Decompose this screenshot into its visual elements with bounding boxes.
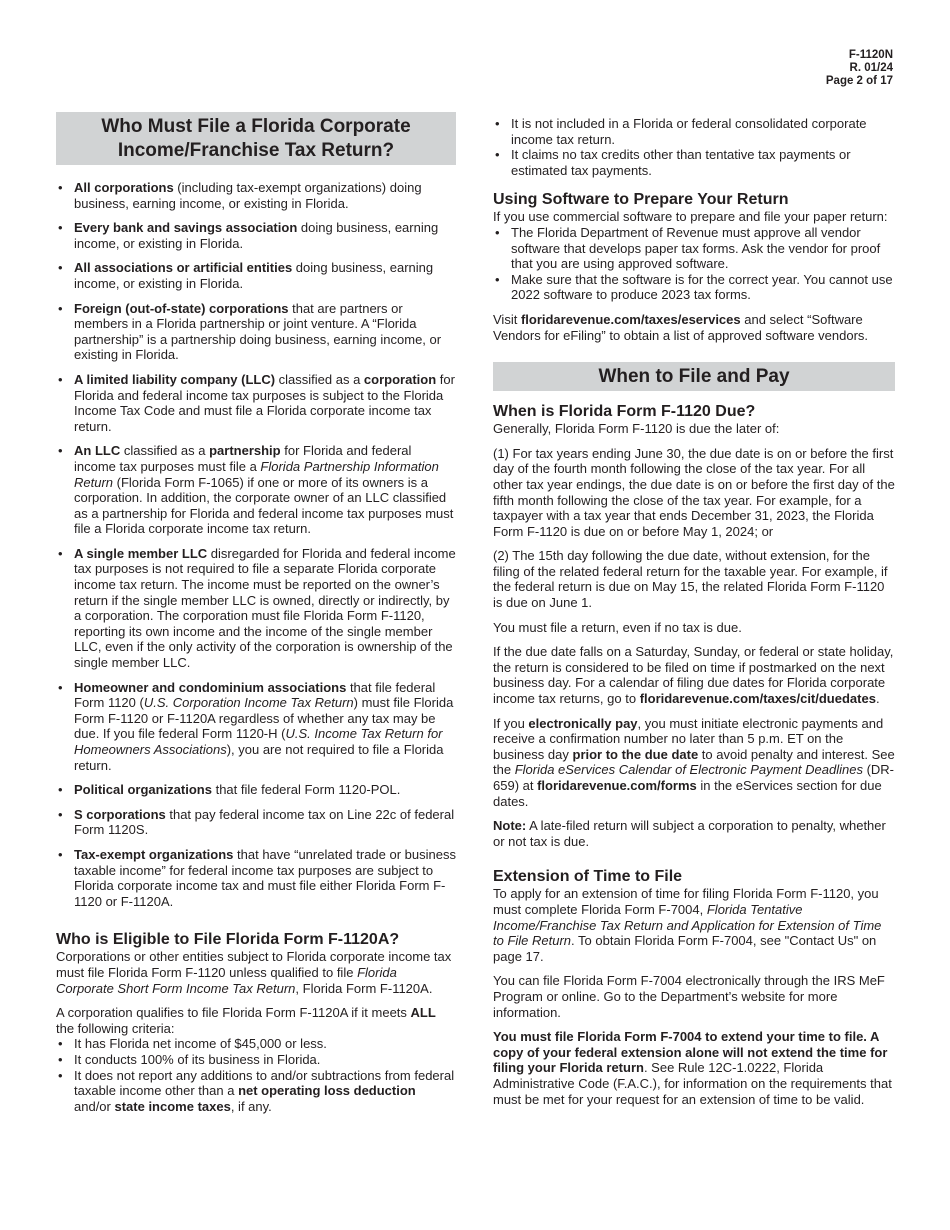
item-lead: An LLC: [74, 443, 121, 459]
item-lead: Homeowner and condominium associations: [74, 679, 347, 695]
paragraph-text: Visit: [493, 311, 521, 327]
page-header-meta: [826, 49, 893, 88]
right-column: [493, 116, 895, 1116]
form-title: U.S. Income Tax Return for Homeowners Associations: [74, 726, 443, 757]
paragraph-text: . To obtain Florida Form F-7004, see "Contact Us" on page 17.: [493, 933, 877, 964]
list-item: • The Florida Department of Revenue must approve all vendor software that develops paper tax forms. Ask the vendor for proof that you are using approved software.: [493, 225, 895, 272]
list-item: • It has Florida net income of $45,000 or less.: [56, 1036, 456, 1052]
extension-paragraph-1: [493, 886, 895, 964]
banner-title-line2: Income/Franchise Tax Return?: [117, 140, 395, 161]
emphasis: prior to the due date: [572, 746, 699, 762]
item-text: classified as a: [275, 371, 364, 387]
paragraph-text: . See Rule 12C-1.0222, Florida Administrative Code (F.A.C.), for information on the requirements that must be met for your request for an extension of time to be valid.: [493, 1060, 892, 1107]
item-lead: All associations or artificial entities: [74, 260, 293, 276]
page-number: Page 2 of 17: [825, 75, 893, 87]
form-revision: R. 01/24: [849, 62, 893, 74]
software-intro: If you use commercial software to prepare and file your paper return:: [493, 209, 888, 225]
list-item: [56, 443, 456, 537]
form-title: Florida eServices Calendar of Electronic Payment Deadlines: [514, 762, 863, 778]
due-date-heading: When is Florida Form F-1120 Due?: [493, 403, 756, 421]
list-item: [56, 807, 456, 838]
criteria-intro: [56, 1005, 456, 1036]
item-emphasis: state income taxes: [114, 1098, 231, 1114]
paragraph-text: , you must initiate electronic payments and receive a confirmation number no later than 5 p.m. ET on the business day: [493, 715, 884, 762]
paragraph-text: , Florida Form F-1120A.: [295, 980, 433, 996]
list-item: [56, 372, 456, 434]
paragraph-text: to avoid penalty and interest. See the: [493, 746, 895, 778]
who-must-file-list: [56, 180, 456, 909]
paragraph-text: To apply for an extension of time for filing Florida Form F-1120, you must complete Florida Form F-7004,: [493, 886, 879, 917]
item-lead: All corporations: [74, 180, 174, 195]
list-item: [56, 1068, 456, 1115]
banner-title-line1: Who Must File a Florida Corporate: [101, 116, 411, 137]
software-list: [493, 225, 895, 303]
list-item: • It is not included in a Florida or federal consolidated corporate income tax return.: [493, 116, 895, 147]
extension-heading: Extension of Time to File: [493, 868, 683, 886]
item-text: (including tax-exempt organizations) doing business, earning income, or existing in Florida.: [74, 180, 422, 211]
paragraph-text: in the eServices section for due dates.: [493, 778, 882, 809]
holiday-rule: [493, 644, 895, 706]
item-text: ) must file Florida Form F-1120 or F-1120A regardless of whether any tax may be due. If you file federal Form 1120-H (: [74, 695, 454, 742]
item-text: , if any.: [230, 1098, 272, 1114]
item-lead: Every bank and savings association: [74, 220, 298, 236]
list-item: [56, 180, 456, 211]
form-id: F-1120N: [848, 49, 893, 61]
item-emphasis: corporation: [363, 371, 437, 387]
paragraph-text: Corporations or other entities subject to Florida corporate income tax must file Florida Form F-1120 unless qualified to file: [56, 949, 452, 980]
due-rule-1: (1) For tax years ending June 30, the due date is on or before the first day of the fourth month following the close of the tax year. For all other tax year endings, the due date is on or before the first day of the fifth month following the close of the tax year. For example, for a taxpayer with a tax year that ends December 31, 2023, the Florida Form F-1120 is due on or before May 1, 2024; or: [493, 445, 895, 539]
item-lead: A limited liability company (LLC): [74, 371, 276, 387]
extension-paragraph-3: [493, 1029, 895, 1107]
item-text: classified as a: [120, 443, 210, 459]
eligible-1120a-heading: Who is Eligible to File Florida Form F-1120A?: [56, 931, 400, 949]
form-title: Florida Corporate Short Form Income Tax Return: [56, 964, 397, 996]
item-text: for Florida and federal income tax purposes is subject to the Florida Income Tax Code and must file a Florida corporate income tax return.: [74, 371, 455, 434]
item-emphasis: net operating loss deduction: [238, 1083, 416, 1099]
software-visit: [493, 312, 895, 343]
item-lead: Tax-exempt organizations: [74, 846, 234, 862]
paragraph-text: A late-filed return will subject a corporation to penalty, whether or not tax is due.: [493, 818, 886, 849]
item-text: disregarded for Florida and federal income tax purposes is not required to file a separate Florida corporate income tax return. The income must be reported on the owner’s return if the single member LLC is owned, directly or indirectly, by a corporation. The corporation must file Florida Form F-1120, reporting its own income and the income of the single member LLC, even if the only activity of the corporation is ownership of the single member LLC.: [74, 545, 456, 671]
item-text: that have “unrelated trade or business taxable income” for federal income tax purposes are subject to Florida corporate income tax and must file either Florida Form F-1120 or F-1120A.: [74, 846, 456, 909]
note-label: Note:: [493, 818, 527, 834]
paragraph-text: If the due date falls on a Saturday, Sunday, or federal or state holiday, the return is considered to be filed on time if postmarked on the next business day. For a calendar of filing due dates for Florida corporate income tax returns, go to: [493, 644, 894, 707]
left-column: [56, 112, 456, 1114]
item-text: (Florida Form F-1065) if one or more of its owners is a corporation. In addition, the corporate owner of an LLC classified as a partnership for Florida and federal income tax purposes must file a Florida corporate income tax return.: [74, 474, 454, 537]
eservices-link[interactable]: floridarevenue.com/taxes/eservices: [520, 311, 741, 327]
form-title: Florida Tentative Income/Franchise Tax Return and Application for Extension of Time to File Return: [493, 901, 882, 949]
list-item: [56, 782, 456, 798]
form-title: Florida Partnership Information Return: [74, 458, 439, 490]
paragraph-text: .: [875, 691, 880, 707]
duedates-link[interactable]: floridarevenue.com/taxes/cit/duedates: [639, 691, 876, 707]
item-text: that file federal Form 1120 (: [74, 679, 436, 711]
eligible-paragraph: [56, 949, 456, 996]
item-text: doing business, earning income, or existing in Florida.: [74, 220, 439, 251]
paragraph-text: (DR-659) at: [493, 762, 895, 793]
paragraph-text: If you: [493, 715, 529, 731]
list-item: [56, 847, 456, 909]
list-item: • It conducts 100% of its business in Florida.: [56, 1052, 456, 1068]
paragraph-text: A corporation qualifies to file Florida Form F-1120A if it meets: [56, 1005, 411, 1021]
item-text: that file federal Form 1120-POL.: [211, 782, 401, 798]
list-item: [56, 260, 456, 291]
forms-link[interactable]: floridarevenue.com/forms: [537, 778, 697, 793]
extension-paragraph-2: You can file Florida Form F-7004 electronically through the IRS MeF Program or online. Go to the Department’s website for more information.: [493, 973, 885, 1020]
list-item: • Make sure that the software is for the correct year. You cannot use 2022 software to produce 2023 tax forms.: [493, 272, 895, 303]
item-text: for Florida and federal income tax purposes must file a: [74, 443, 412, 474]
item-lead: A single member LLC: [74, 545, 208, 561]
emphasis: electronically pay: [528, 715, 638, 731]
item-emphasis: partnership: [209, 443, 281, 459]
item-text: and/or: [74, 1098, 115, 1114]
emphasis-all: ALL: [410, 1005, 436, 1021]
item-text: It does not report any additions to and/or subtractions from federal taxable income other than a: [74, 1067, 455, 1099]
list-item: [56, 220, 456, 251]
item-text: that are partners or members in a Florida partnership or joint venture. A “Florida partnership” is a partnership doing business, earning income, or existing in Florida.: [74, 300, 442, 363]
item-text: that pay federal income tax on Line 22c of federal Form 1120S.: [74, 806, 455, 838]
item-lead: Foreign (out-of-state) corporations: [74, 300, 289, 316]
item-text: doing business, earning income, or existing in Florida.: [74, 260, 434, 291]
due-intro: Generally, Florida Form F-1120 is due the later of:: [493, 421, 780, 437]
list-item: [56, 680, 456, 774]
form-title: U.S. Corporation Income Tax Return: [143, 695, 354, 711]
software-heading: Using Software to Prepare Your Return: [493, 191, 789, 209]
late-filing-note: [493, 818, 895, 849]
list-item: • It claims no tax credits other than tentative tax payments or estimated tax payments.: [493, 147, 895, 178]
criteria-list-continued: [493, 116, 895, 178]
item-lead: S corporations: [74, 806, 166, 822]
criteria-list: [56, 1036, 456, 1114]
who-must-file-banner: [56, 112, 456, 165]
item-lead: Political organizations: [74, 782, 212, 798]
electronic-pay: [493, 716, 895, 810]
list-item: [56, 546, 456, 671]
due-rule-2: (2) The 15th day following the due date, without extension, for the filing of the related federal return for the taxable year. For example, if the federal return is due on May 15, the related Florida Form F-1120 is due on June 1.: [493, 548, 888, 611]
emphasis: You must file Florida Form F-7004 to extend your time to file. A copy of your federal extension alone will not extend the time for filing your Florida return: [493, 1029, 888, 1076]
paragraph-text: and select “Software Vendors for eFiling” to obtain a list of approved software vendors.: [493, 311, 869, 343]
when-to-file-banner: When to File and Pay: [493, 362, 895, 391]
item-text: ), you are not required to file a Florida return.: [74, 742, 444, 773]
list-item: [56, 301, 456, 363]
no-tax-due: You must file a return, even if no tax is due.: [493, 619, 742, 635]
paragraph-text: the following criteria:: [56, 1020, 175, 1036]
